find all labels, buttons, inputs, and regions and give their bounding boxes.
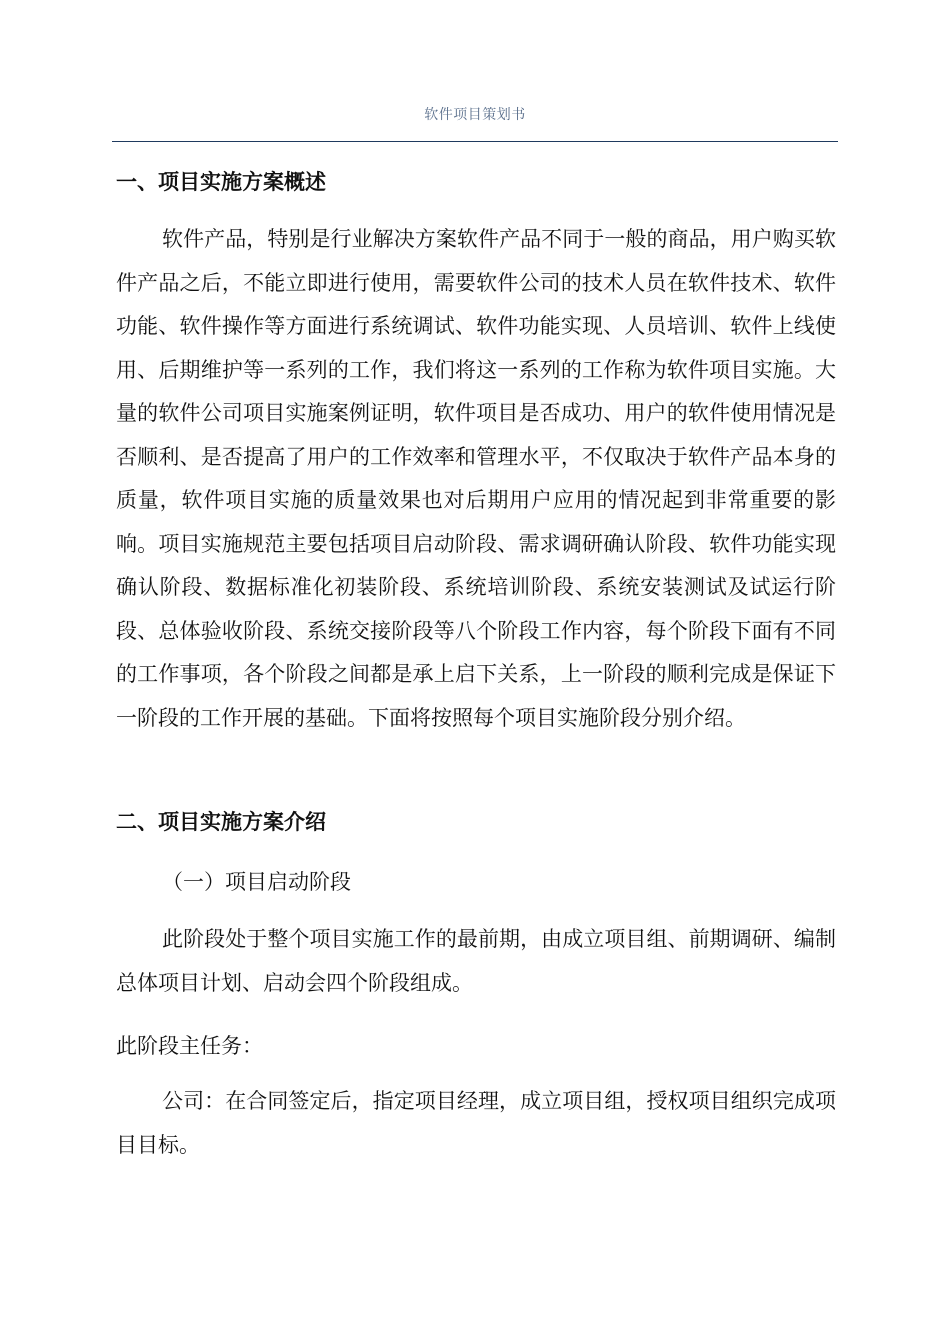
section-heading-1: 一、项目实施方案概述: [116, 169, 326, 194]
header-divider: [112, 141, 838, 142]
section-2-paragraph-1: 此阶段处于整个项目实施工作的最前期，由成立项目组、前期调研、编制总体项目计划、启动会四个阶段组成。: [116, 927, 836, 995]
company-task-paragraph: 公司：在合同签定后，指定项目经理，成立项目组，授权项目组织完成项目目标。: [116, 1089, 836, 1157]
subsection-heading-1: （一）项目启动阶段: [162, 870, 351, 894]
section-heading-2: 二、项目实施方案介绍: [116, 809, 326, 834]
running-header: 软件项目策划书: [424, 107, 526, 123]
main-tasks-label: 此阶段主任务：: [116, 1034, 263, 1058]
section-1-paragraph: 软件产品，特别是行业解决方案软件产品不同于一般的商品，用户购买软件产品之后，不能立即进行使用，需要软件公司的技术人员在软件技术、软件功能、软件操作等方面进行系统调试、软件功能实现、人员培训、软件上线使用、后期维护等一系列的工作，我们将这一系列的工作称为软件项目实施。大量的软件公司项目实施案例证明，软件项目是否成功、用户的软件使用情况是否顺利、是否提高了用户的工作效率和管理水平，不仅取决于软件产品本身的质量，软件项目实施的质量效果也对后期用户应用的情况起到非常重要的影响。项目实施规范主要包括项目启动阶段、需求调研确认阶段、软件功能实现确认阶段、数据标准化初装阶段、系统培训阶段、系统安装测试及试运行阶段、总体验收阶段、系统交接阶段等八个阶段工作内容，每个阶段下面有不同的工作事项，各个阶段之间都是承上启下关系，上一阶段的顺利完成是保证下一阶段的工作开展的基础。下面将按照每个项目实施阶段分别介绍。: [116, 227, 836, 730]
